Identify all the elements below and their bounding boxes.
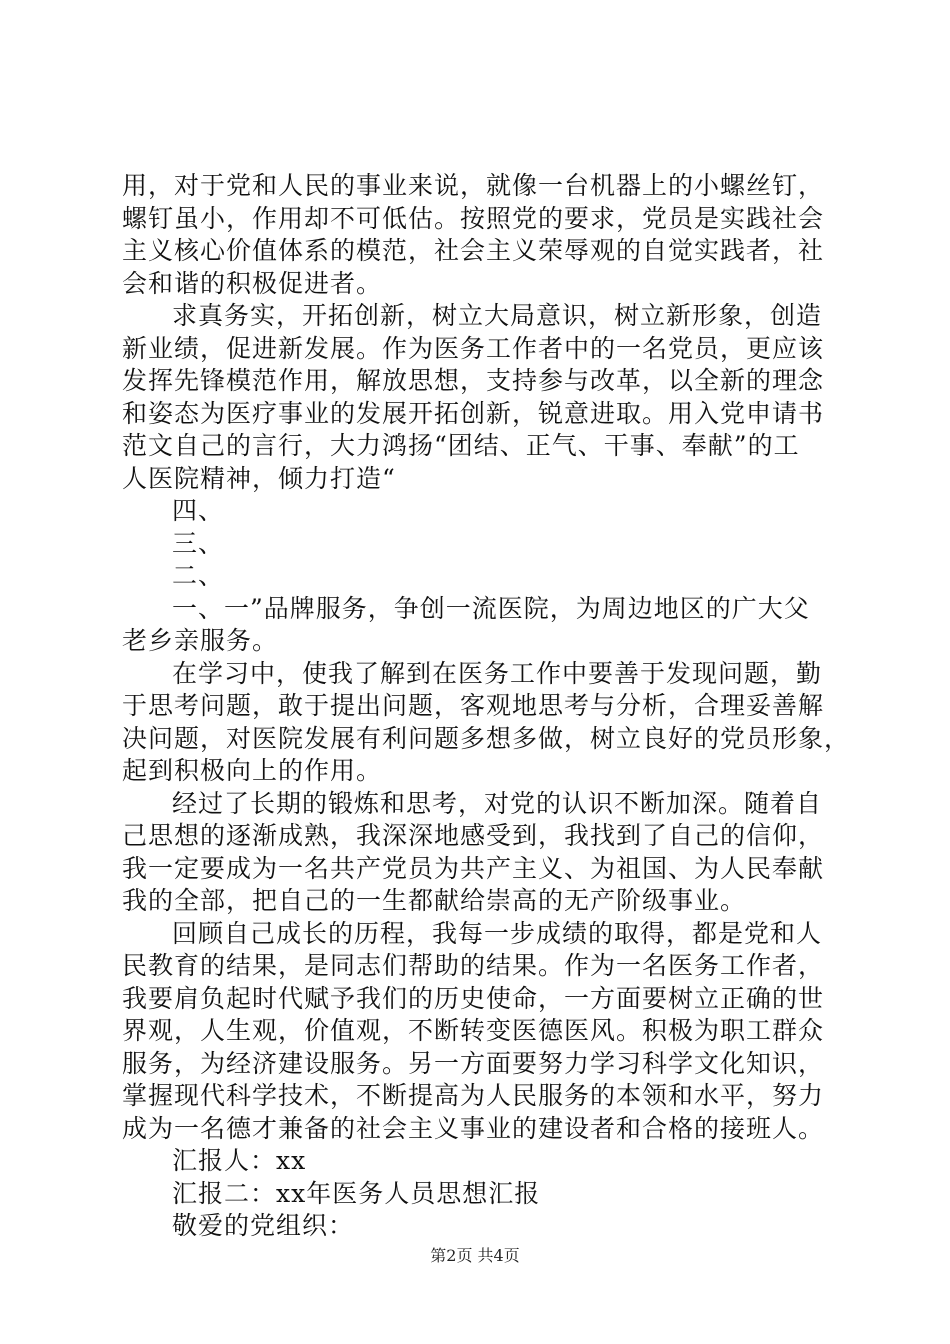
text-line: 主义核心价值体系的模范，社会主义荣辱观的自觉实践者，社	[122, 236, 825, 265]
text-line: 起到积极向上的作用。	[122, 756, 383, 785]
text-line: 掌握现代科学技术，不断提高为人民服务的本领和水平，努力	[122, 1081, 825, 1110]
text-line: 在学习中，使我了解到在医务工作中要善于发现问题，勤	[172, 658, 823, 688]
text-line: 用，对于党和人民的事业来说，就像一台机器上的小螺丝钉，	[122, 171, 825, 200]
text-line: 服务，为经济建设服务。另一方面要努力学习科学文化知识，	[122, 1048, 825, 1078]
text-line: 会和谐的积极促进者。	[122, 268, 383, 298]
text-line: 决问题，对医院发展有利问题多想多做，树立良好的党员形象，	[122, 723, 851, 753]
text-line: 于思考问题，敢于提出问题，客观地思考与分析，合理妥善解	[122, 691, 825, 720]
text-line: 老乡亲服务。	[122, 626, 279, 655]
text-line: 汇报人：xx	[172, 1146, 307, 1175]
text-line: 范文自己的言行，大力鸿扬“团结、正气、干事、奉献”的工	[122, 431, 800, 460]
text-line: 三、	[172, 528, 225, 558]
text-line: 敬爱的党组织：	[172, 1211, 355, 1240]
text-line: 和姿态为医疗事业的发展开拓创新，锐意进取。用入党申请书	[122, 398, 825, 428]
text-line: 民教育的结果，是同志们帮助的结果。作为一名医务工作者，	[122, 951, 825, 980]
text-line: 新业绩，促进新发展。作为医务工作者中的一名党员，更应该	[122, 333, 825, 363]
document-body	[122, 170, 851, 1243]
text-line: 经过了长期的锻炼和思考，对党的认识不断加深。随着自	[172, 788, 823, 818]
text-line: 己思想的逐渐成熟，我深深地感受到，我找到了自己的信仰，	[122, 821, 825, 850]
text-line: 螺钉虽小，作用却不可低估。按照党的要求，党员是实践社会	[122, 203, 825, 233]
text-line: 发挥先锋模范作用，解放思想，支持参与改革，以全新的理念	[122, 366, 825, 395]
text-line: 我要肩负起时代赋予我们的历史使命，一方面要树立正确的世	[122, 983, 825, 1013]
text-line: 二、	[172, 561, 225, 590]
text-line: 我一定要成为一名共产党员为共产主义、为祖国、为人民奉献	[122, 853, 825, 883]
text-line: 一、一”品牌服务，争创一流医院，为周边地区的广大父	[172, 593, 810, 623]
text-line: 求真务实，开拓创新，树立大局意识，树立新形象，创造	[172, 301, 823, 330]
text-line: 界观，人生观，价值观，不断转变医德医风。积极为职工群众	[122, 1016, 825, 1045]
text-line: 我的全部，把自己的一生都献给崇高的无产阶级事业。	[122, 886, 747, 915]
text-line: 汇报二：xx年医务人员思想汇报	[172, 1178, 541, 1208]
text-line: 回顾自己成长的历程，我每一步成绩的取得，都是党和人	[172, 918, 823, 948]
text-line: 成为一名德才兼备的社会主义事业的建设者和合格的接班人。	[122, 1113, 825, 1143]
page-number-footer: 第2页 共4页	[430, 1246, 520, 1265]
text-line: 人医院精神，倾力打造“	[122, 463, 396, 493]
text-line: 四、	[172, 496, 225, 525]
